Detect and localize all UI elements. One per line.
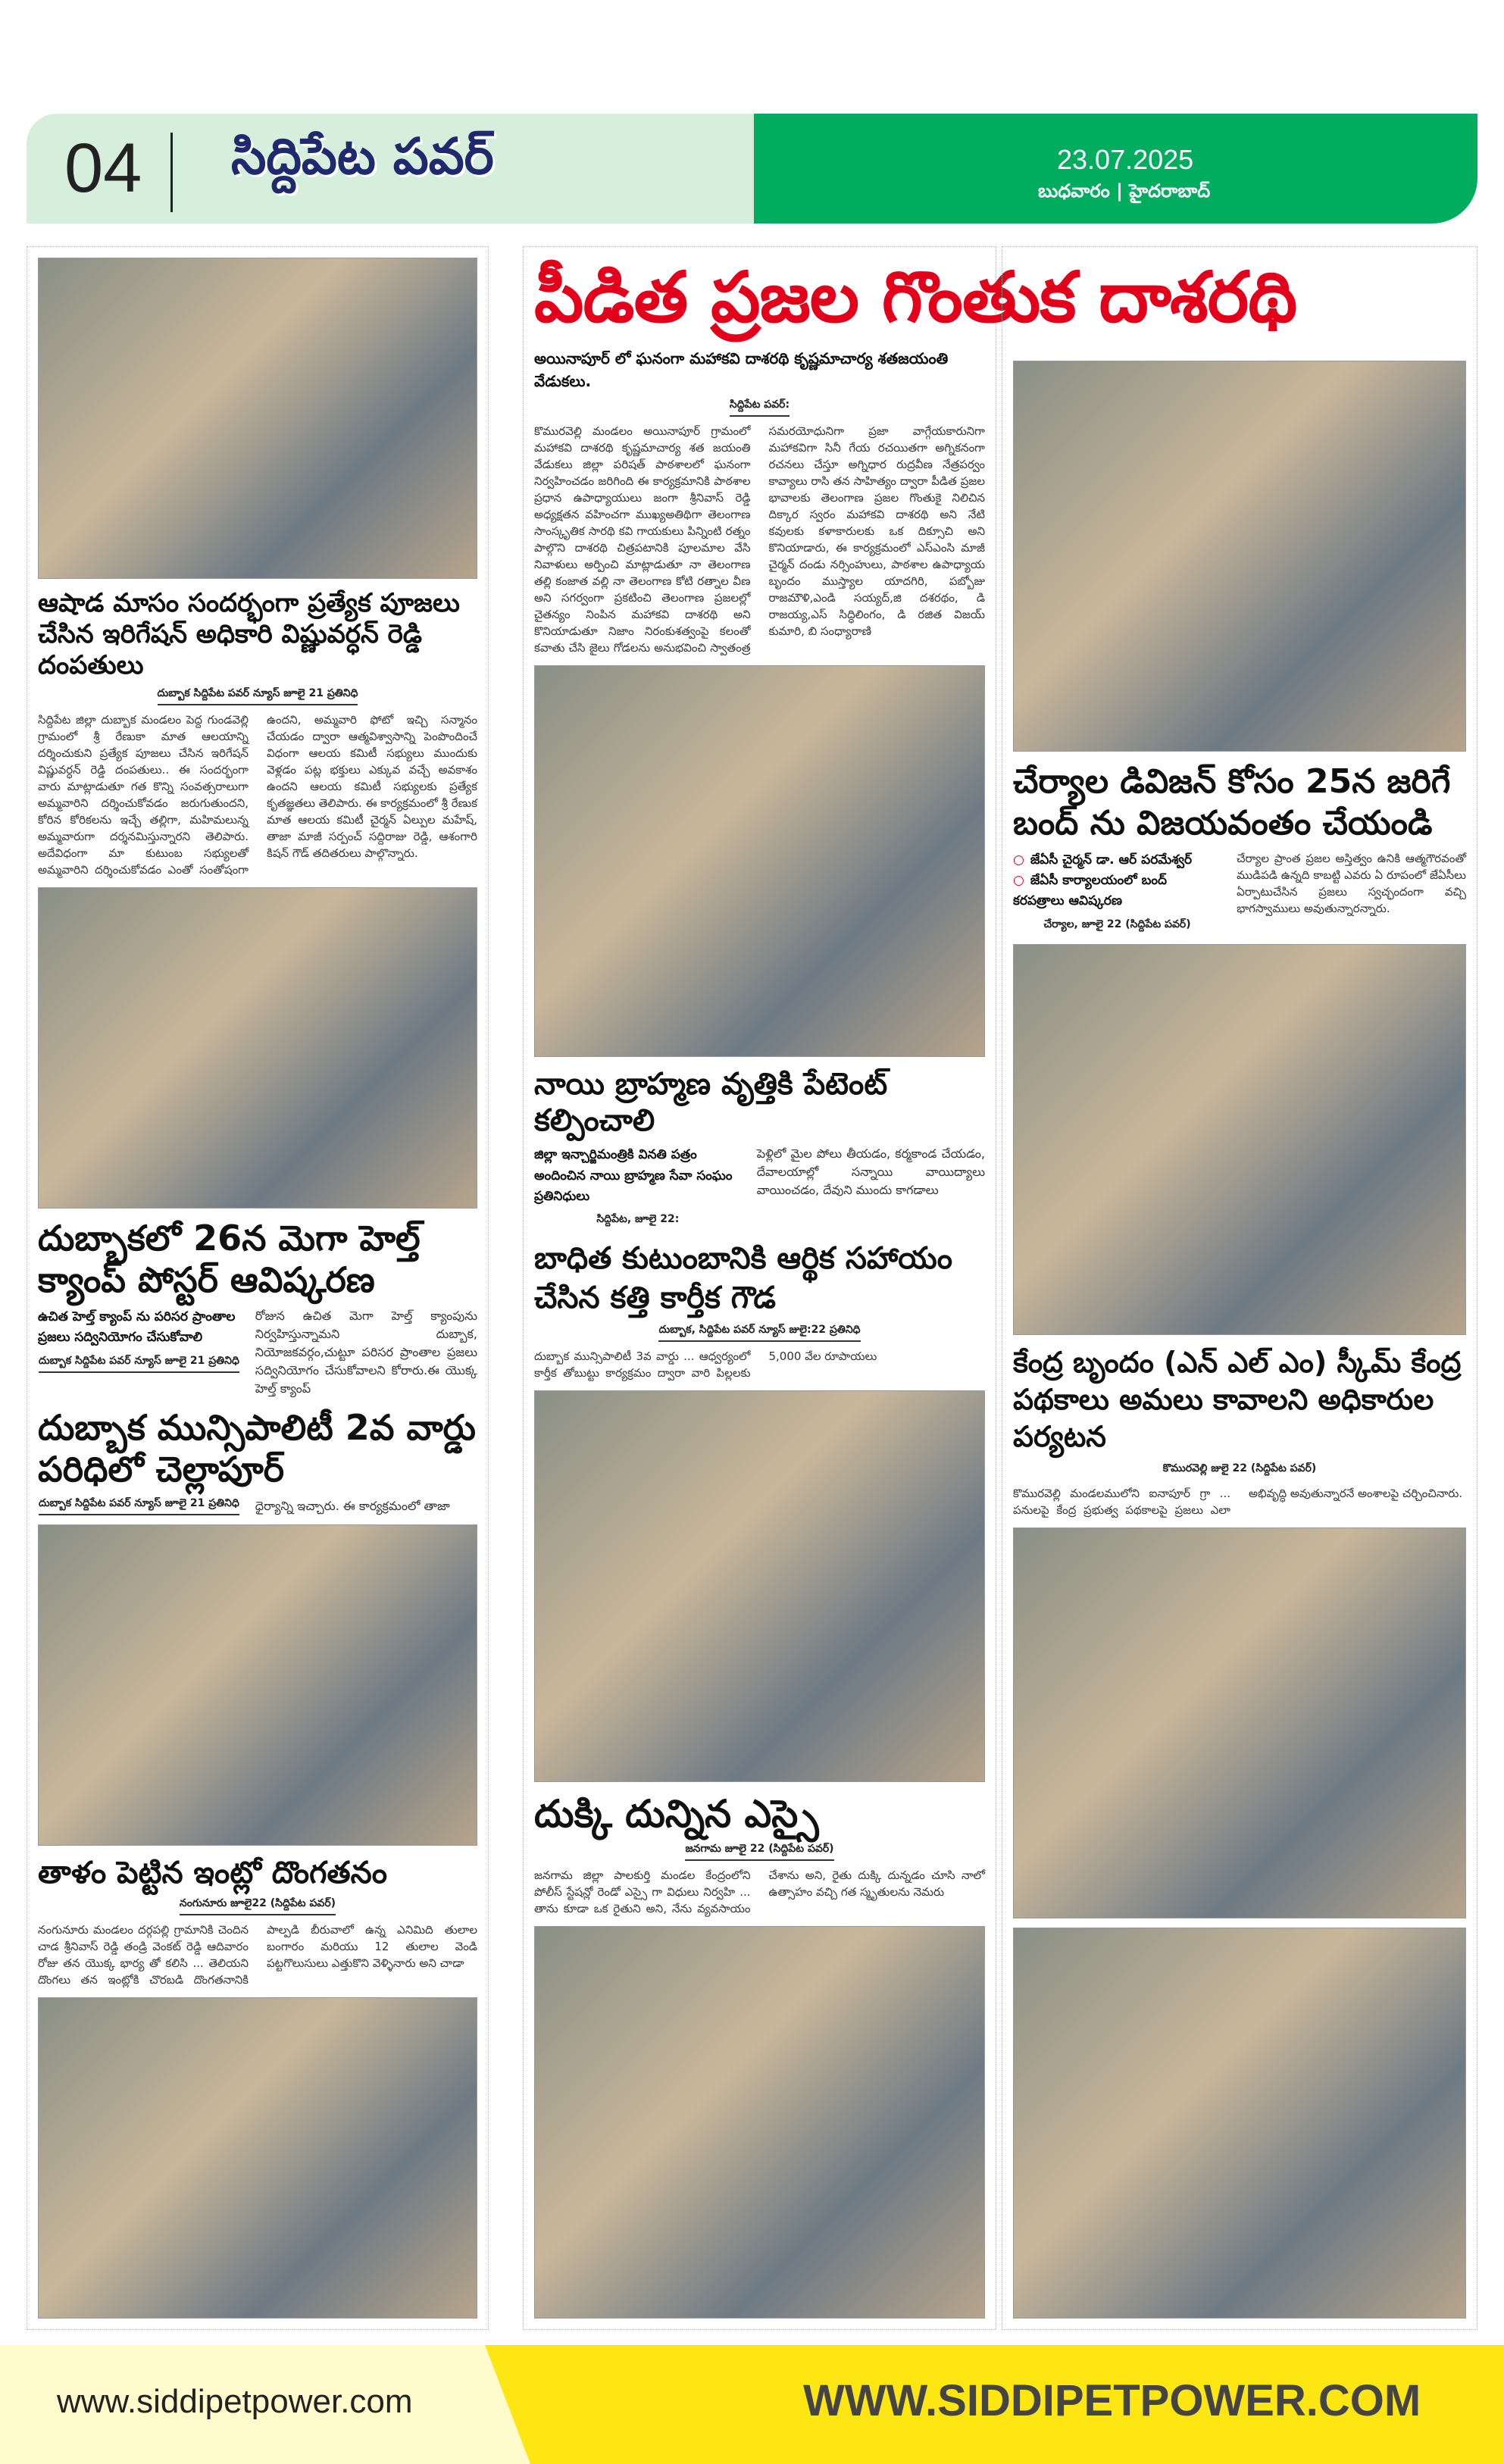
story-dukki — [534, 1791, 985, 1917]
body-nayi: పెళ్లిలో మైల పోలు తీయడం, కర్మకాండ చేయడం, దేవాలయాల్లో సన్నాయి వాయిద్యాలు వాయించడం, దేవుని ముందు కాగడాలు — [756, 1146, 985, 1198]
body-theft: నంగునూరు మండలం దర్గపల్లి గ్రామానికి చెందిన చాడ శ్రీనివాస్ రెడ్డి తండ్రి వెంకట్ రెడ్డి ఆదివారం రోజు తన యొక్క భార్య తో కలిసి ... తెలియని దొంగలు తన ఇంట్లోకి చొరబడి దొంగతనానికి పాల్పడి బీరువాలో ఉన్న ఎనిమిది తులాల బంగారం మరియు 12 తులాల వెండి పట్టగొలుసులు ఎత్తుకొని వెళ్ళినారు అని చాడా — [38, 1922, 477, 1987]
headline-theft: తాళం పెట్టిన ఇంట్లో దొంగతనం — [38, 1855, 387, 1890]
header-divider — [170, 133, 173, 212]
photo-cheryala-pamphlet-release — [1013, 944, 1466, 1335]
body-badhita: దుబ్బాక మున్సిపాలిటీ 3వ వార్డు ... ఆధ్వర్యంలో కార్తీక తోబుట్టు కార్యక్రమం ద్వారా వారి పిల్లలకు 5,000 వేల రూపాయలు — [534, 1349, 877, 1380]
body-dasharathi: కొమురవెల్లి మండలం అయినాపూర్ గ్రామంలో మహాకవి దాశరథి కృష్ణమాచార్య శత జయంతి వేడుకలు జిల్లా పరిషత్ పాఠశాలలో ఘనంగా నిర్వహించడం జరిగింది ఈ కార్యక్రమానికి పాఠశాల ప్రధాన ఉపాధ్యాయులు జంగా శ్రీనివాస్ రెడ్డి అధ్యక్షతన వహించగా ముఖ్యఅతిథిగా తెలంగాణ సాంస్కృతిక సారథి కవి గాయకులు పిన్నింటి రత్నం పాల్గొని దాశరథి చిత్రపటానికి పూలమాల వేసి నివాళులు అర్పించి మాట్లాడుతూ నా తెలంగాణ తల్లి కంజాత వల్లి నా తెలంగాణ కోటి రత్నాల వీణ అని సగర్వంగా ప్రకటించి తెలంగాణ ప్రజలల్లో చైతన్యం నింపిన మహాకవి దాశరథి అని కొనియాడుతూ నిజాం నిరంకుశత్వంపై కలంతో కవాతు చేసి జైలు గోడలను అనుభవించి స్వాతంత్ర సమరయోధునిగా ప్రజా వాగ్గేయకారునిగా మహాకవిగా సినీ గేయ రచయితగా అగ్నికనంగా రచనలు చేస్తూ అగ్నిధార రుద్రవీణ నేత్రపర్వం కావ్యాలు రాసి తన సాహిత్యం ద్వారా పీడిత ప్రజల భావాలకు తెలంగాణ ప్రజల గొంతుకై నిలిచిన దిక్కార స్వరం మహాకవి దాశరథి అని నేటి కవులకు కళాకారులకు ఒక దిక్సూచి అని కొనియాడారు, ఈ కార్యక్రమంలో ఎస్ఎంసి మాజీ చైర్మన్ దండు నర్సింహులు, పాఠశాల ఉపాధ్యాయ బృందం ముస్త్యాల యాదగిరి, పబ్బోజు రాజమౌళి,ఎండి సయ్యద్,జి దశరథం, డి రాజయ్య,ఎస్ సిద్ధిలింగం, డి రజిత విజయ్ కుమారి, బి సంధ్యారాణి — [534, 424, 985, 655]
photo-theft-house — [38, 1997, 477, 2319]
headline-nayi: నాయి బ్రాహ్మణ వృత్తికి పేటెంట్ కల్పించాలి — [534, 1067, 888, 1139]
body-chellapur: ధైర్యాన్ని ఇచ్చారు. ఈ కార్యక్రమంలో తాజా — [255, 1498, 450, 1513]
issue-day-place: బుధవారం | హైదరాబాద్ — [1038, 180, 1211, 202]
body-health-camp: రోజున ఉచిత మెగా హెల్త్ క్యాంపును నిర్వహిస్తున్నామని దుబ్బాక, నియోజకవర్గం,చుట్టూ పరిసర ప్రాంతాల ప్రజలు సద్వినియోగం చేసుకోవాలని కోరారు.ఈ యొక్క హెల్త్ క్యాంప్ — [255, 1309, 477, 1396]
bullet-circle-icon: ○ — [1013, 873, 1024, 889]
byline-theft: నంగునూరు జూలై22 (సిద్దిపేట పవర్) — [180, 1897, 336, 1915]
byline-cheryala: చేర్యాల, జూలై 22 (సిద్దిపేట పవర్) — [1043, 918, 1191, 930]
bullet-text: జేఏసీ చైర్మన్ డా. ఆర్ పరమేశ్వర్ — [1030, 852, 1193, 868]
byline-dukki: జనగామ జూలై 22 (సిద్దిపేట పవర్) — [685, 1843, 833, 1861]
headline-dasharathi: అయినాపూర్ లో ఘనంగా మహాకవి దాశరథి కృష్ణమాచార్య శతజయంతి వేడుకలు. — [534, 349, 949, 390]
headline-ashada: ఆషాడ మాసం సందర్భంగా ప్రత్యేక పూజలు చేసిన ఇరిగేషన్ అధికారి విష్ణువర్ధన్ రెడ్డి దంపతులు — [38, 588, 460, 680]
story-chellapur — [38, 1407, 477, 1515]
story-cheryala — [1013, 761, 1466, 935]
headline-kendra: కేంద్ర బృందం (ఎన్ ఎల్ ఎం) స్కీమ్ కేంద్ర పథకాలు అమలు కావాలని అధికారుల పర్యటన — [1013, 1345, 1462, 1454]
byline-dasharathi: సిద్దిపేట పవర్: — [730, 399, 790, 417]
byline-kendra: కొమురవెల్లి జులై 22 (సిద్దిపేట పవర్) — [1162, 1462, 1317, 1474]
story-theft — [38, 1855, 477, 1988]
headline-chellapur: దుబ్బాక మున్సిపాలిటీ 2వ వార్డు పరిధిలో చెల్లాపూర్ — [38, 1407, 476, 1490]
subhead-nayi: జిల్లా ఇన్చార్జిమంత్రికి వినతి పత్రం అందించిన నాయి బ్రాహ్మణ సేవా సంఘం ప్రతినిధులు — [534, 1147, 733, 1204]
photo-nayi-brahmana-meeting — [534, 665, 985, 1058]
masthead-title: సిద్దిపేట పవర్ — [231, 127, 494, 186]
story-badhita — [534, 1239, 985, 1381]
headline-badhita: బాధిత కుటుంబానికి ఆర్థిక సహాయం చేసిన కత్తి కార్తీక గౌడ — [534, 1240, 952, 1315]
photo-financial-aid — [534, 1390, 985, 1783]
headline-dukki: దుక్కి దున్నిన ఎస్సై — [534, 1792, 819, 1837]
issue-date: 23.07.2025 — [1057, 144, 1194, 175]
story-health-camp — [38, 1218, 477, 1398]
photo-si-ploughing — [534, 1926, 985, 2319]
photo-health-camp-poster — [38, 887, 477, 1209]
page-number: 04 — [64, 130, 142, 207]
headline-cheryala: చేర్యాల డివిజన్ కోసం 25న జరిగే బంద్ ను విజయవంతం చేయండి — [1013, 762, 1451, 843]
body-dukki: జనగామ జిల్లా పాలకుర్తి మండల కేంద్రంలోని పోలీస్ స్టేషన్లో రెండో ఎస్సై గా విధులు నిర్వహి ... తాను కూడా ఒక రైతుని అని, నేను వ్యవసాయం చేశాను అని, రైతు దుక్కి దున్నడం చూసి నాలో ఉత్సాహం వచ్చి గత స్మృతులను నెమరు — [534, 1868, 985, 1916]
photo-nlm-group — [1013, 1928, 1466, 2319]
body-cheryala: చేర్యాల ప్రాంత ప్రజల అస్తిత్వం ఉనికి ఆత్మగౌరవంతో ముడిపడి ఉన్నది కాబట్టి ఎవరు ఏ రూపంలో జేఏసీలు ఏర్పాటుచేసిన ప్రజలు స్వచ్ఛందంగా వచ్చి భాగస్వాములు అవుతున్నారన్నారు. — [1237, 852, 1466, 916]
byline-nayi: సిద్దిపేట, జూలై 22: — [596, 1212, 680, 1225]
photo-dasharathi-school-event — [1013, 361, 1466, 752]
story-ashada — [38, 588, 477, 877]
byline-badhita: దుబ్బాక, సిద్దిపేట పవర్ న్యూస్ జులై:22 ప్రతినిధి — [658, 1324, 860, 1342]
column-right — [1002, 246, 1477, 2330]
column-left — [27, 246, 489, 2330]
story-kendra — [1013, 1344, 1466, 1518]
photo-chellapur-visit — [38, 1524, 477, 1846]
story-nayi — [534, 1066, 985, 1230]
bullet-item — [1013, 850, 1221, 871]
photo-ashada-puja — [38, 258, 477, 579]
bullet-text: జేఏసీ కార్యాలయంలో బంద్ కరపత్రాలు ఆవిష్కరణ — [1013, 873, 1167, 909]
banner-headline: పీడిత ప్రజల గొంతుక దాశరథి — [534, 257, 1297, 338]
headline-health-camp: దుబ్బాకలో 26న మెగా హెల్త్ క్యాంప్ పోస్టర్ ఆవిష్కరణ — [38, 1217, 421, 1301]
body-ashada: సిద్దిపేట జిల్లా దుబ్బాక మండలం పెద్ద గుండవెల్లి గ్రామంలో శ్రీ రేణుకా మాత ఆలయాన్ని దర్శించుకుని ప్రత్యేక పూజలు చేసిన ఇరిగేషన్ విష్ణువర్ధన్ రెడ్డి దంపతులు.. ఈ సందర్భంగా వారు మాట్లాడుతూ గత కొన్ని సంవత్సరాలుగా అమ్మవారిని దర్శించుకోవడం జరుగుతుందని, కోరిన కోరికలను ఇచ్చే తల్లిగా, మహిమలున్న అమ్మవారుగా దర్శనమిస్తున్నారని తెలిపారు. అదేవిధంగా మా కుటుంబ సభ్యులతో అమ్మవారిని దర్శించుకోవడం ఎంతో సంతోషంగా ఉందని, అమ్మవారి ఫోటో ఇచ్చి సన్మానం చేయడం ద్వారా ఆత్మవిశ్వాసాన్ని పెంపొందించే విధంగా ఆలయ కమిటీ సభ్యులు ముందుకు వెళ్లడం పట్ల భక్తులు ఎక్కువ వచ్చే అవకాశం ఉందని ఆలయ కమిటీ సభ్యులకు ప్రత్యేక కృతజ్ఞతలు తెలిపారు. ఈ కార్యక్రమంలో శ్రీ రేణుక మాత ఆలయ కమిటీ చైర్మన్ ఏల్పుల మహేష్, తాజా మాజీ సర్పంచ్ సద్దిరాజు రెడ్డి, ఆశంగారి కిషన్ గౌడ్ తదితరులు పాల్గొన్నారు. — [38, 712, 477, 877]
bullet-circle-icon: ○ — [1013, 852, 1024, 868]
footer-website-link-large[interactable]: WWW.SIDDIPETPOWER.COM — [803, 2376, 1421, 2425]
bullet-item — [1013, 871, 1221, 911]
story-dasharathi — [534, 347, 985, 656]
byline-chellapur: దుబ్బాక సిద్దిపేట పవర్ న్యూస్ జూలై 21 ప్రతినిధి — [39, 1497, 239, 1515]
byline-health-camp: దుబ్బాక సిద్దిపేట పవర్ న్యూస్ జూలై 21 ప్రతినిధి — [39, 1355, 239, 1373]
byline-ashada: దుబ్బాక సిద్దిపేట పవర్ న్యూస్ జూలై 21 ప్రతినిధి — [158, 687, 358, 705]
body-kendra: కొమురవెల్లి మండలములోని ఐనాపూర్ గ్రా ... పనులపై కేంద్ర ప్రభుత్వ పథకాలపై ప్రజలు ఎలా అభివృద్ధి అవుతున్నారనే అంశాలపై చర్చించినారు. — [1013, 1486, 1463, 1517]
subhead-health-camp: ఉచిత హెల్త్ క్యాంప్ ను పరిసర ప్రాంతాల ప్రజలు సద్వినియోగం చేసుకోవాలి — [38, 1309, 236, 1346]
footer-website-link[interactable]: www.siddipetpower.com — [57, 2383, 413, 2420]
bullet-list-cheryala — [1013, 850, 1221, 912]
photo-nlm-team-visit — [1013, 1527, 1466, 1918]
